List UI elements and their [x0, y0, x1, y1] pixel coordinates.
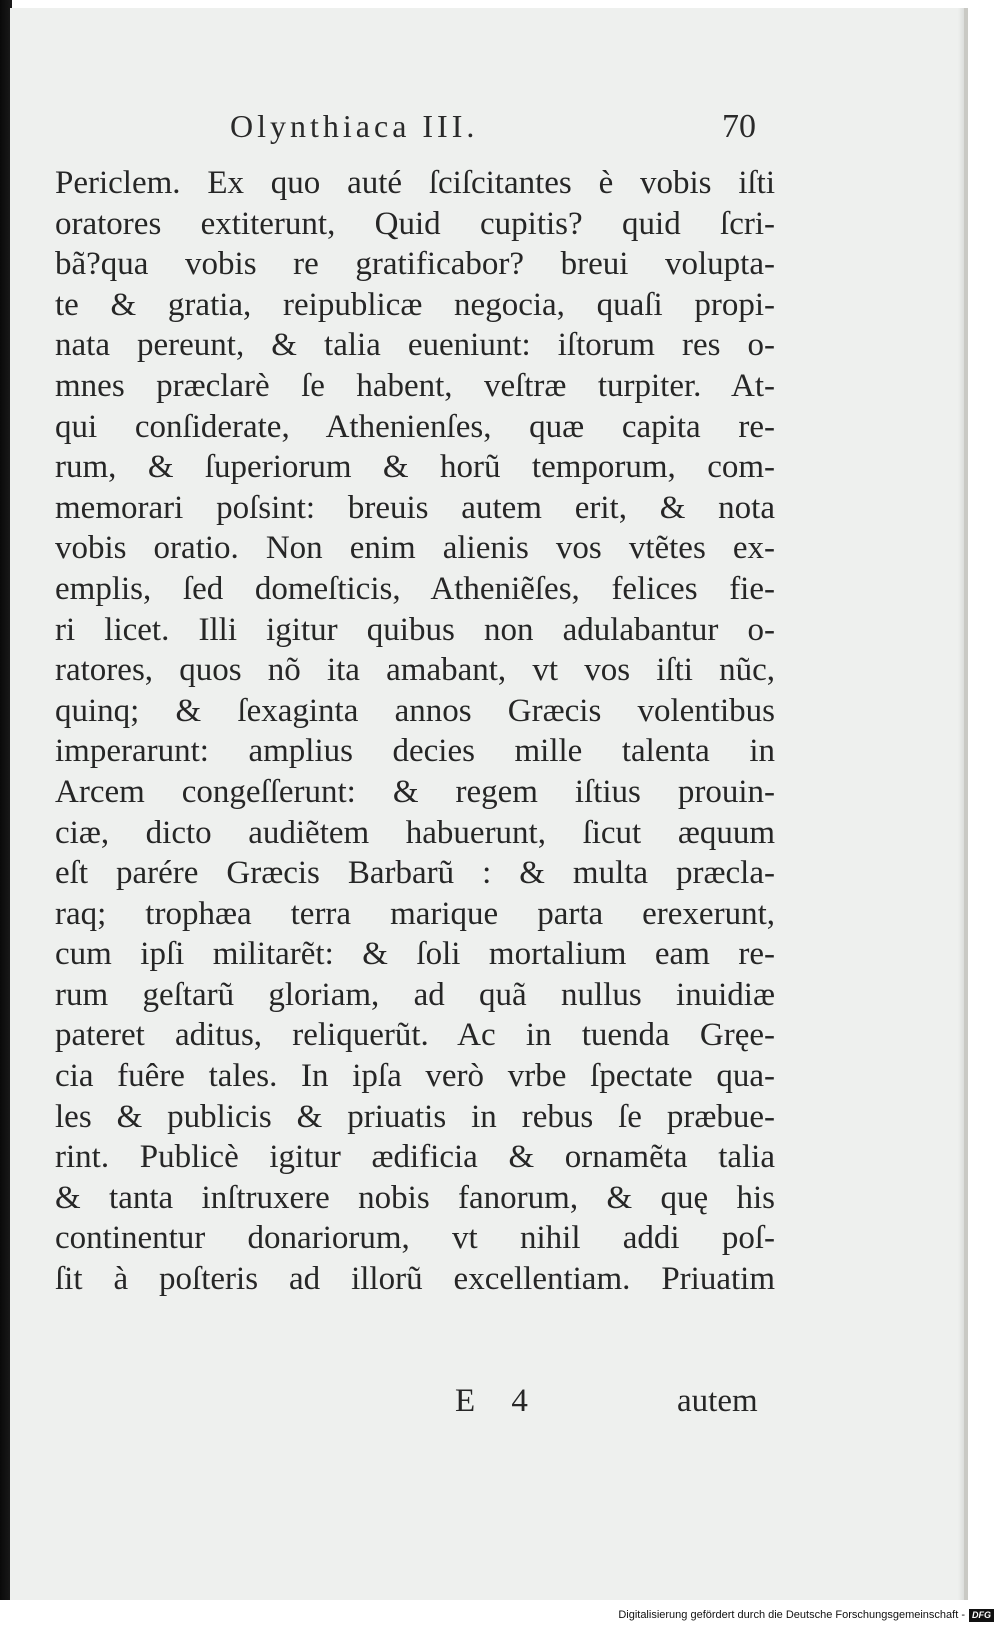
- running-head: [10, 108, 964, 148]
- text-line: rum, & ſuperiorum & horũ temporum, com-: [55, 449, 775, 486]
- page-number: 70: [722, 108, 756, 145]
- text-line: emplis, ſed domeſticis, Atheniẽſes, felices fie-: [55, 570, 775, 607]
- body-text: [55, 163, 775, 1300]
- text-line: pateret aditus, reliquerũt. Ac in tuenda Gręe-: [55, 1017, 775, 1054]
- text-line: oratores extiterunt, Quid cupitis? quid ſcri-: [55, 205, 775, 242]
- text-line: mnes præclarè ſe habent, veſtræ turpiter. At-: [55, 367, 775, 404]
- text-line: Arcem congeſſerunt: & regem iſtius prouin-: [55, 773, 775, 810]
- text-line: rum geſtarũ gloriam, ad quã nullus inuidiæ: [55, 976, 775, 1013]
- text-line: les & publicis & priuatis in rebus ſe præbue-: [55, 1098, 775, 1135]
- text-line: rint. Publicè igitur ædificia & ornamẽta talia: [55, 1139, 775, 1176]
- text-line: vobis oratio. Non enim alienis vos vtẽtes ex-: [55, 530, 775, 567]
- dfg-notice-text: Digitalisierung gefördert durch die Deutsche Forschungsgemeinschaft -: [618, 1609, 965, 1621]
- text-line: ri licet. Illi igitur quibus non adulabantur o-: [55, 611, 775, 648]
- page-footer: [10, 1383, 964, 1423]
- text-line: nata pereunt, & talia eueniunt: iſtorum res o-: [55, 327, 775, 364]
- text-line: imperarunt: amplius decies mille talenta in: [55, 733, 775, 770]
- text-line: cum ipſi militarẽt: & ſoli mortalium eam re-: [55, 936, 775, 973]
- text-line: te & gratia, reipublicæ negocia, quaſi propi-: [55, 286, 775, 323]
- text-line: & tanta inſtruxere nobis fanorum, & quę his: [55, 1179, 775, 1216]
- text-line: eſt parére Græcis Barbarũ : & multa præcla-: [55, 855, 775, 892]
- text-line: raq; trophæa terra marique parta erexerunt,: [55, 895, 775, 932]
- text-line: Periclem. Ex quo auté ſciſcitantes è vobis iſti: [55, 165, 775, 201]
- signature-mark: E 4: [455, 1383, 542, 1419]
- dfg-funding-notice: [618, 1607, 994, 1623]
- text-line: cia fuêre tales. In ipſa verò vrbe ſpectate qua-: [55, 1058, 775, 1095]
- dfg-logo-icon: DFG: [969, 1609, 994, 1622]
- text-line: bã?qua vobis re gratificabor? breui volupta-: [55, 246, 775, 283]
- text-line: continentur donariorum, vt nihil addi poſ-: [55, 1220, 775, 1257]
- text-line: qui conſiderate, Athenienſes, quæ capita re-: [55, 408, 775, 445]
- book-page: [10, 8, 968, 1600]
- running-head-title: Olynthiaca III.: [230, 108, 479, 144]
- text-line: ſit à poſteris ad illorũ excellentiam. Priuatim: [55, 1261, 775, 1298]
- text-line: memorari poſsint: breuis autem erit, & nota: [55, 489, 775, 526]
- catchword: autem: [677, 1383, 758, 1419]
- text-line: ciæ, dicto audiẽtem habuerunt, ſicut æquum: [55, 814, 775, 851]
- text-line: ratores, quos nõ ita amabant, vt vos iſti nũc,: [55, 652, 775, 689]
- text-line: quinq; & ſexaginta annos Græcis volentibus: [55, 692, 775, 729]
